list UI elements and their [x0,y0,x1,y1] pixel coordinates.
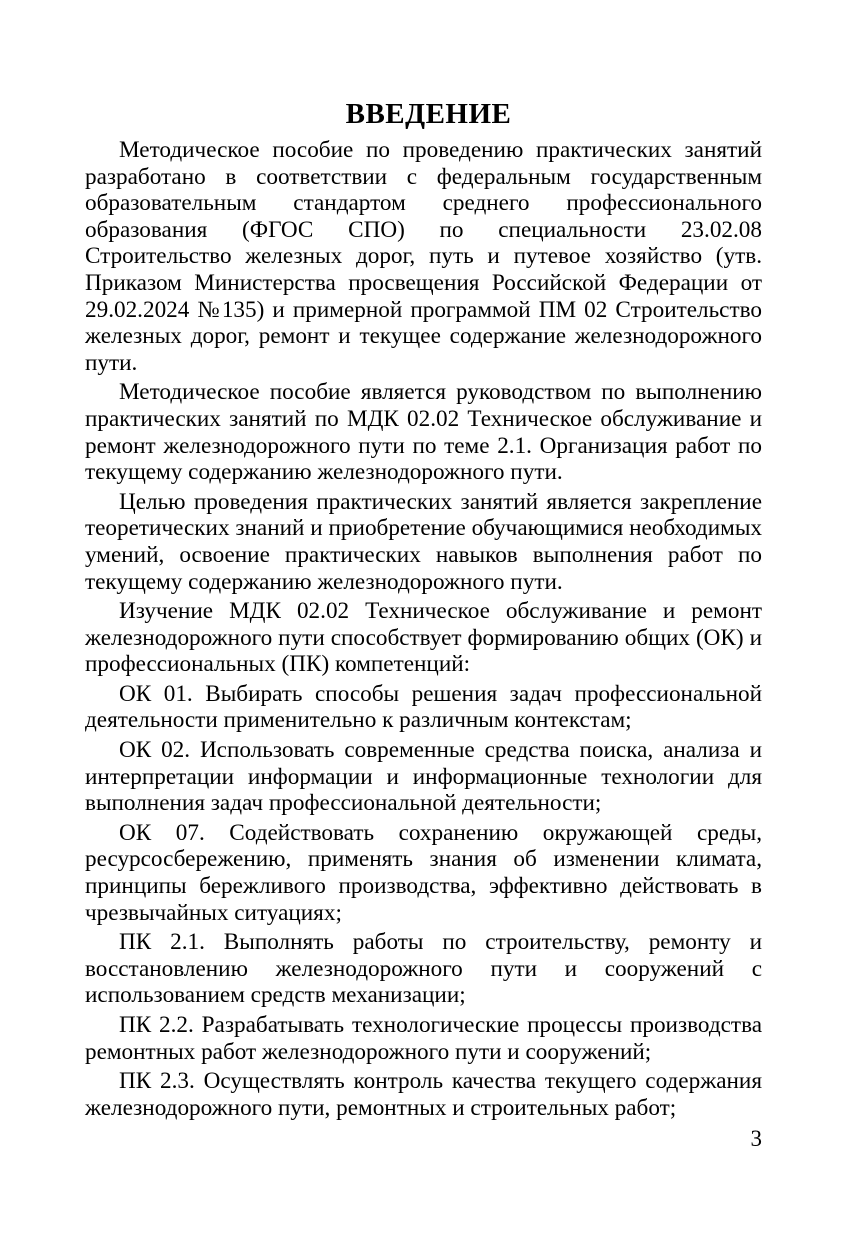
body-text [85,137,762,1124]
paragraph-intro: Методическое пособие по проведению практических занятий разработано в соответствии с федеральным государственным образовательным стандартом среднего профессионального образования (ФГОС СПО) по специальности 23.02.08 Строительство железных дорог, путь и путевое хозяйство (утв. Приказом Министерства просвещения Российской Федерации от 29.02.2024 №135) и примерной программой ПМ 02 Строительство железных дорог, ремонт и текущее содержание железнодорожного пути. [85,137,762,376]
competency-ok-07: ОК 07. Содействовать сохранению окружающей среды, ресурсосбережению, применять знания об изменении климата, принципы бережливого производства, эффективно действовать в чрезвычайных ситуациях; [85,819,762,926]
competency-pk-2-3: ПК 2.3. Осуществлять контроль качества текущего содержания железнодорожного пути, ремонтных и строительных работ; [85,1068,762,1121]
paragraph-guide: Методическое пособие является руководством по выполнению практических занятий по МДК 02.02 Техническое обслуживание и ремонт железнодорожного пути по теме 2.1. Организация работ по текущему содержанию железнодорожного пути. [85,379,762,486]
paragraph-goal: Целью проведения практических занятий является закрепление теоретических знаний и приобретение обучающимися необходимых умений, освоение практических навыков выполнения работ по текущему содержанию железнодорожного пути. [85,488,762,595]
competency-pk-2-1: ПК 2.1. Выполнять работы по строительству, ремонту и восстановлению железнодорожного пути и сооружений с использованием средств механизации; [85,929,762,1009]
competency-ok-01: ОК 01. Выбирать способы решения задач профессиональной деятельности применительно к различным контекстам; [85,680,762,734]
page-title: ВВЕДЕНИЕ [345,98,512,130]
competency-pk-2-2: ПК 2.2. Разрабатывать технологические процессы производства ремонтных работ железнодорожного пути и сооружений; [85,1012,762,1065]
competency-ok-02: ОК 02. Использовать современные средства поиска, анализа и интерпретации информации и информационные технологии для выполнения задач профессиональной деятельности; [85,737,762,817]
page-number: 3 [750,1126,762,1151]
paragraph-competencies: Изучение МДК 02.02 Техническое обслуживание и ремонт железнодорожного пути способствует формированию общих (ОК) и профессиональных (ПК) компетенций: [85,598,762,678]
